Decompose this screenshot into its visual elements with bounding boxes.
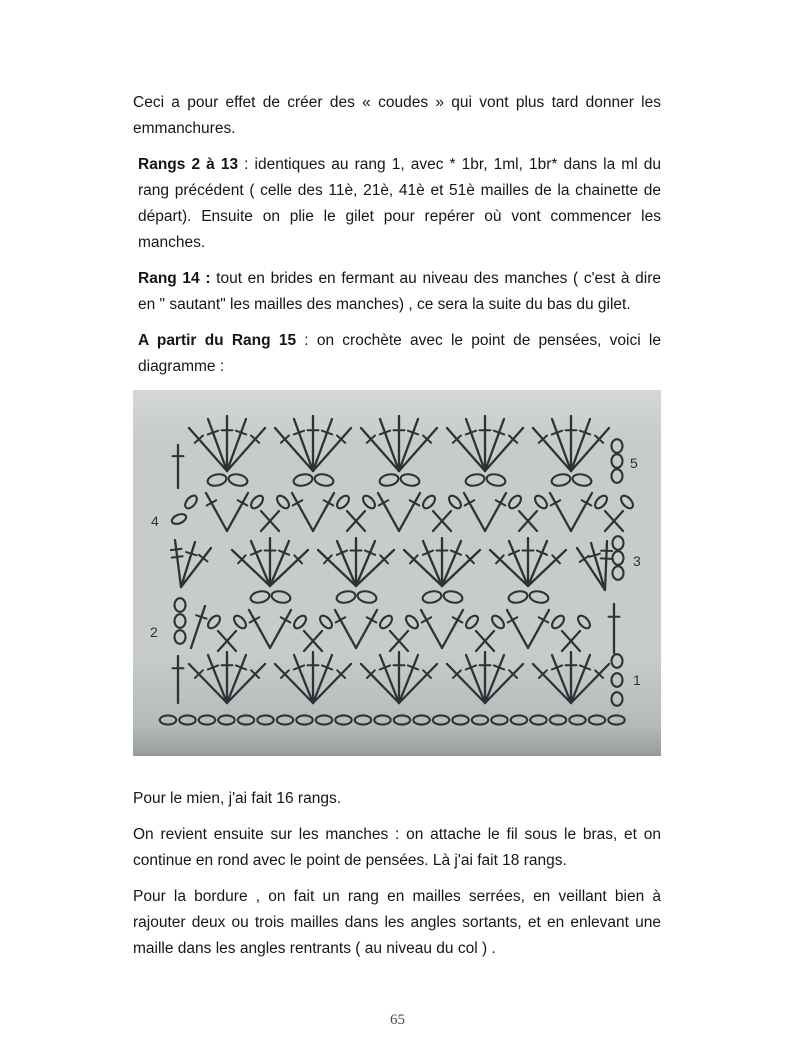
paragraph-lead-bold: A partir du Rang 15 [138, 332, 297, 349]
paragraph-text: Ceci a pour effet de créer des « coudes » qui vont plus tard donner les emmanchures. [133, 94, 661, 137]
paragraph-rangs-2-13 [133, 152, 661, 256]
paragraph-text: Pour la bordure , on fait un rang en mailles serrées, en veillant bien à rajouter deux ou trois mailles dans les angles sortants, et en enlevant une maille dans les angles rentrants ( au niveau du col ) . [133, 888, 661, 957]
paragraph-text: On revient ensuite sur les manches : on attache le fil sous le bras, et on continue en rond avec le point de pensées. Là j'ai fait 18 rangs. [133, 826, 661, 869]
page-number: 65 [390, 1012, 405, 1028]
paragraph-intro [133, 90, 661, 142]
crochet-diagram-figure [133, 390, 661, 756]
paragraph-rang-15 [133, 328, 661, 380]
paragraph-text: : on crochète avec le point de pensées, voici le diagramme : [138, 332, 661, 375]
page-content [133, 90, 661, 972]
paragraph-manches [133, 822, 661, 874]
row-number-label: 1 [633, 672, 641, 688]
paragraph-rang-14 [133, 266, 661, 318]
paragraph-16-rangs [133, 786, 661, 812]
paragraph-text: : identiques au rang 1, avec * 1br, 1ml, 1br* dans la ml du rang précédent ( celle des 11è, 21è, 41è et 51è mailles de la chainette de départ). Ensuite on plie le gilet pour repérer où vont commencer les manches. [138, 156, 661, 251]
paragraph-text: Pour le mien, j'ai fait 16 rangs. [133, 790, 342, 807]
paragraph-text: tout en brides en fermant au niveau des manches ( c'est à dire en " sautant" les mailles des manches) , ce sera la suite du bas du gilet. [138, 270, 661, 313]
row-number-label: 5 [630, 455, 638, 471]
paragraph-bordure [133, 884, 661, 962]
row-number-label: 2 [150, 624, 158, 640]
row-number-label: 3 [633, 553, 641, 569]
crochet-chart-svg [133, 390, 661, 756]
paragraph-lead-bold: Rang 14 : [138, 270, 211, 287]
row-number-label: 4 [151, 513, 159, 529]
paragraph-lead-bold: Rangs 2 à 13 [138, 156, 239, 173]
